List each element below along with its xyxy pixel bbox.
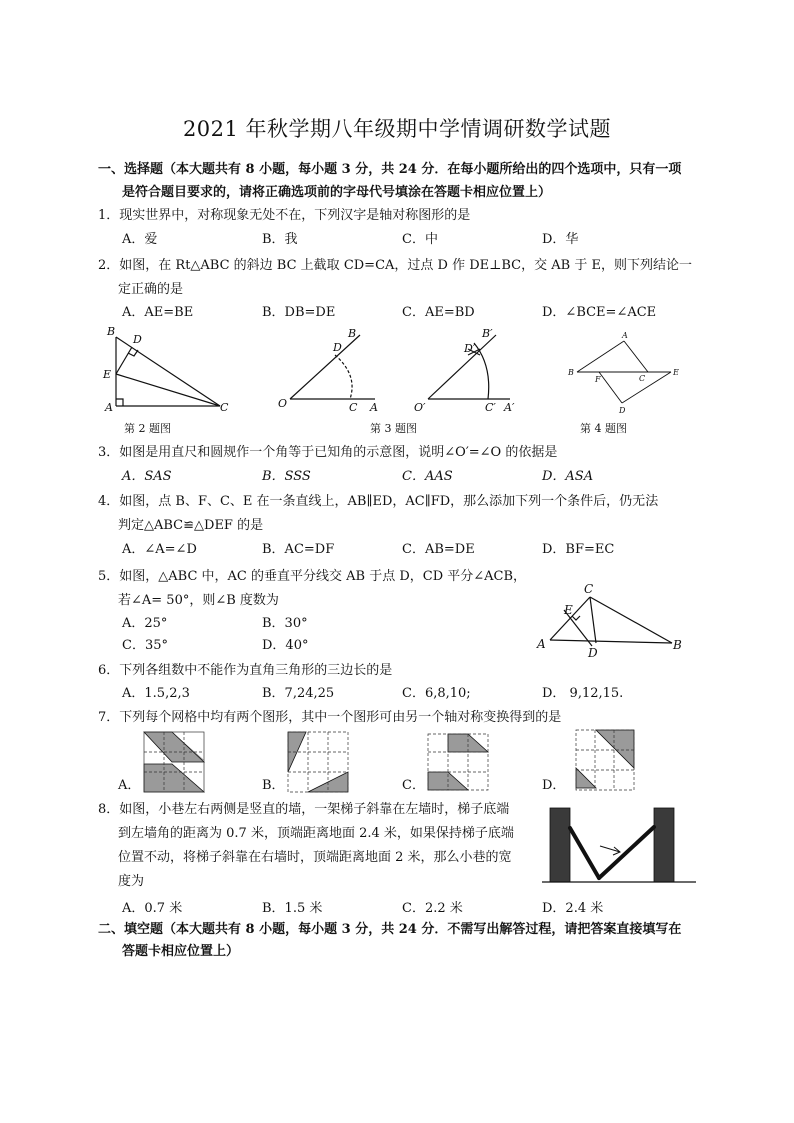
q8-line4: 度为 xyxy=(118,874,145,889)
q4-option-a: A．∠A=∠D xyxy=(122,542,197,557)
q8-option-c: C．2.2 米 xyxy=(402,901,463,916)
fig3-label-d: D xyxy=(333,341,342,354)
q4-option-d: D．BF=EC xyxy=(542,542,615,557)
q4-stem-line2: 判定△ABC≌△DEF 的是 xyxy=(118,518,264,533)
q7-grid-b xyxy=(286,730,350,794)
q3-stem: 3．如图是用直尺和圆规作一个角等于已知角的示意图，说明∠O′=∠O 的依据是 xyxy=(98,445,558,460)
q2-stem-line1: 2．如图，在 Rt△ABC 的斜边 BC 上截取 CD=CA，过点 D 作 DE⊥BC，交 AB 于 E，则下列结论一 xyxy=(98,258,692,273)
q5-option-a: A．25° xyxy=(122,616,168,631)
fig3-label-a: A xyxy=(370,401,378,414)
q7-option-d: D． xyxy=(542,778,566,793)
q1-option-b: B．我 xyxy=(262,232,298,247)
section1-header-line1: 一、选择题（本大题共有 8 小题，每小题 3 分，共 24 分．在每小题所给出的四个选项中，只有一项 xyxy=(98,162,682,177)
q7-stem: 7．下列每个网格中均有两个图形，其中一个图形可由另一个轴对称变换得到的是 xyxy=(98,710,562,725)
fig3-label-c: C xyxy=(349,401,358,414)
q7-grid-d xyxy=(574,728,636,794)
q6-option-b: B．7,24,25 xyxy=(262,686,335,701)
q3-option-d: D．ASA xyxy=(542,469,594,484)
q7-grid-c xyxy=(426,730,490,794)
q2-option-c: C．AE=BD xyxy=(402,305,475,320)
fig4-label-a: A xyxy=(622,331,628,340)
q1-stem: 1．现实世界中，对称现象无处不在，下列汉字是轴对称图形的是 xyxy=(98,208,471,223)
figure-q4 xyxy=(563,325,693,420)
q4-option-c: C．AB=DE xyxy=(402,542,475,557)
q5-option-c: C．35° xyxy=(122,638,168,653)
q1-option-c: C．中 xyxy=(402,232,438,247)
q1-option-a: A．爱 xyxy=(122,232,158,247)
fig3-label-b: B xyxy=(348,327,357,340)
q3-option-b: B．SSS xyxy=(262,469,311,484)
q8-option-d: D．2.4 米 xyxy=(542,901,604,916)
q7-option-b: B． xyxy=(262,778,285,793)
q8-option-b: B．1.5 米 xyxy=(262,901,323,916)
fig3b-label-c: C′ xyxy=(485,401,496,414)
fig3b-label-o: O′ xyxy=(414,401,426,414)
q6-option-d: D． 9,12,15. xyxy=(542,686,624,701)
q5-option-b: B．30° xyxy=(262,616,308,631)
fig5-label-b: B xyxy=(673,638,682,652)
fig2-label-a: A xyxy=(105,401,113,414)
fig4-label-d: D xyxy=(619,406,626,415)
fig3-caption: 第 3 题图 xyxy=(370,422,417,435)
q8-line1: 8．如图，小巷左右两侧是竖直的墙，一架梯子斜靠在左墙时，梯子底端 xyxy=(98,802,510,817)
q6-stem: 6．下列各组数中不能作为直角三角形的三边长的是 xyxy=(98,663,393,678)
fig5-label-d: D xyxy=(588,646,598,660)
fig4-label-c: C xyxy=(639,374,646,383)
q2-option-b: B．DB=DE xyxy=(262,305,336,320)
figure-q2 xyxy=(100,325,240,420)
fig4-label-f: F xyxy=(595,375,601,384)
q6-option-a: A．1.5,2,3 xyxy=(122,686,190,701)
fig2-label-d: D xyxy=(133,333,142,346)
q5-option-d: D．40° xyxy=(262,638,309,653)
fig3b-label-d: D′ xyxy=(464,342,476,355)
q2-stem-line2: 定正确的是 xyxy=(118,282,184,297)
fig3b-label-b: B′ xyxy=(482,327,493,340)
figure-q3-right xyxy=(412,325,532,420)
fig2-label-c: C xyxy=(220,401,229,414)
q6-option-c: C．6,8,10; xyxy=(402,686,471,701)
section1-header-line2: 是符合题目要求的，请将正确选项前的字母代号填涂在答题卡相应位置上） xyxy=(122,185,552,200)
fig4-caption: 第 4 题图 xyxy=(580,422,627,435)
q8-option-a: A．0.7 米 xyxy=(122,901,183,916)
q8-line2: 到左墙角的距离为 0.7 米，顶端距离地面 2.4 米，如果保持梯子底端 xyxy=(118,826,514,841)
fig4-label-e: E xyxy=(673,368,679,377)
q3-option-c: C．AAS xyxy=(402,469,453,484)
section2-header-line1: 二、填空题（本大题共有 8 小题，每小题 3 分，共 24 分．不需写出解答过程，请把答案直接填写在 xyxy=(98,922,682,937)
fig3b-label-a: A′ xyxy=(504,401,515,414)
q5-stem-line2: 若∠A= 50°，则∠B 度数为 xyxy=(118,593,279,608)
fig2-label-e: E xyxy=(103,368,112,381)
page-title: 2021 年秋学期八年级期中学情调研数学试题 xyxy=(182,117,612,141)
q4-option-b: B．AC=DF xyxy=(262,542,335,557)
q7-option-a: A． xyxy=(118,778,141,793)
figure-q5 xyxy=(532,580,692,660)
q1-option-d: D．华 xyxy=(542,232,579,247)
q7-option-c: C． xyxy=(402,778,425,793)
fig2-caption: 第 2 题图 xyxy=(124,422,171,435)
fig5-label-c: C xyxy=(584,582,594,596)
fig4-label-b: B xyxy=(568,368,574,377)
q2-option-d: D．∠BCE=∠ACE xyxy=(542,305,657,320)
q8-line3: 位置不动，将梯子斜靠在右墙时，顶端距离地面 2 米，那么小巷的宽 xyxy=(118,850,512,865)
section2-header-line2: 答题卡相应位置上） xyxy=(122,944,240,959)
figure-q8 xyxy=(542,804,698,886)
q4-stem-line1: 4．如图，点 B、F、C、E 在一条直线上，AB∥ED，AC∥FD，那么添加下列一个条件后，仍无法 xyxy=(98,494,659,509)
q5-stem-line1: 5．如图，△ABC 中，AC 的垂直平分线交 AB 于点 D，CD 平分∠ACB， xyxy=(98,569,527,584)
figure-q3-left xyxy=(272,325,392,420)
fig5-label-e: E xyxy=(564,603,573,617)
fig3-label-o: O xyxy=(278,397,288,410)
q3-option-a: A．SAS xyxy=(122,469,172,484)
q2-option-a: A．AE=BE xyxy=(122,305,194,320)
fig2-label-b: B xyxy=(107,325,116,338)
fig5-label-a: A xyxy=(537,637,546,651)
q7-grid-a xyxy=(142,730,206,794)
